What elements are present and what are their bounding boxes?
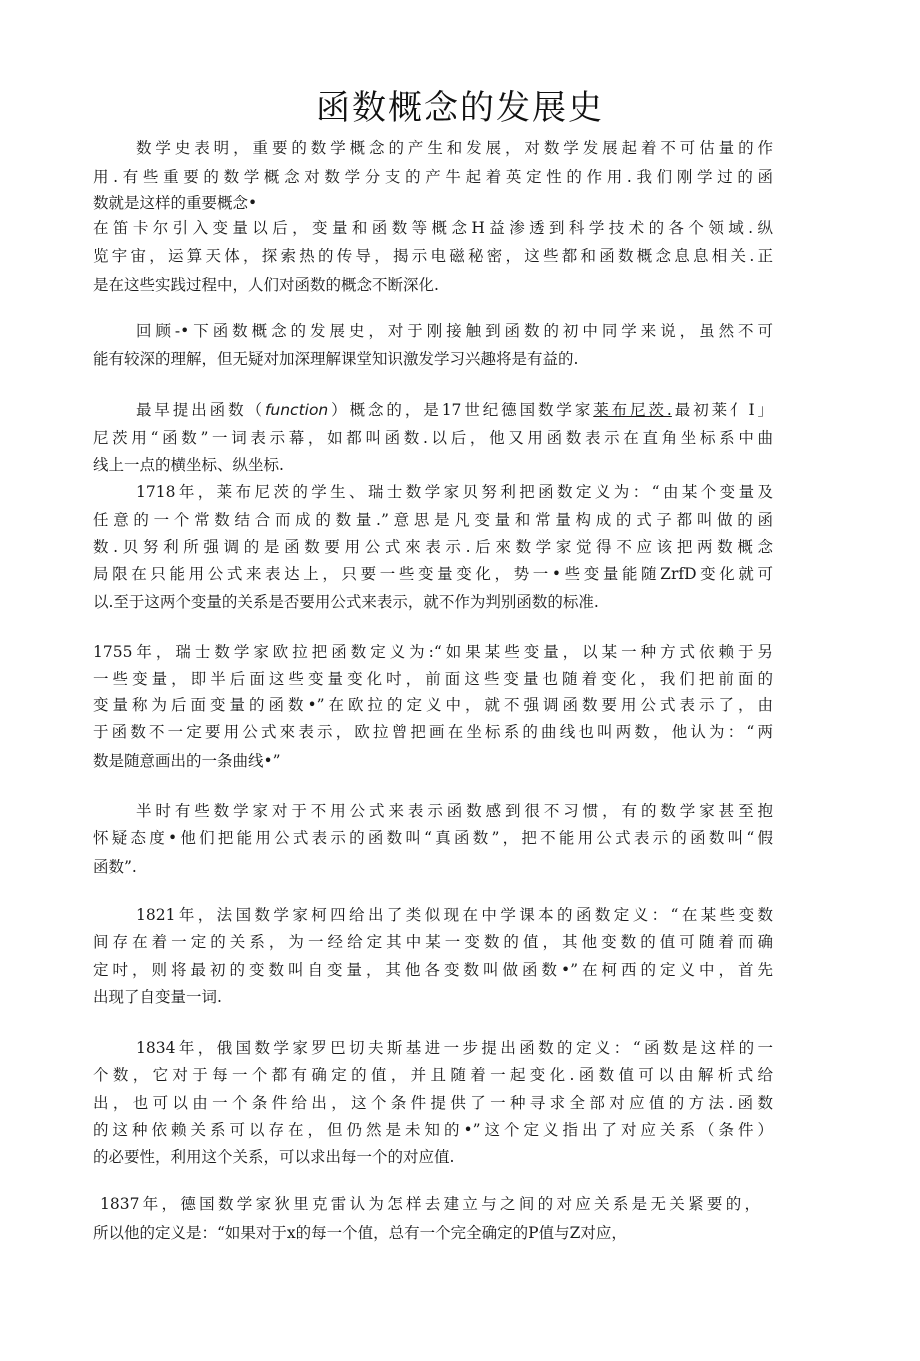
text-line: 线上一点的横坐标、纵坐标. xyxy=(93,456,284,474)
leibniz-name: 莱布尼茨. xyxy=(593,401,672,419)
text-line: 数.贝努利所强调的是函数要用公式來表示.后來数学家觉得不应该把两数概念 xyxy=(93,538,773,556)
text-line: 的这种依赖关系可以存在，但仍然是未知的•”这个定义指出了对应关系（条件） xyxy=(93,1121,773,1139)
text-line: 局限在只能用公式来表达上，只要一些变量变化，势一•些变量能随ZrfD变化就可 xyxy=(93,565,773,583)
text-line: 数学史表明，重要的数学概念的产生和发展，对数学发展起着不可估量的作 xyxy=(136,139,773,157)
text-line: 回顾-•下函数概念的发展史，对于刚接触到函数的初中同学来说，虽然不可 xyxy=(136,322,773,340)
text-line: 1834年，俄国数学家罗巴切夫斯基进一步提出函数的定义：“函数是这样的一 xyxy=(136,1039,773,1057)
text-run: 最早提出函数（ xyxy=(136,401,265,419)
text-line: 间存在着一定的关系，为一经给定其中某一变数的值，其他变数的值可随着而确 xyxy=(93,933,773,951)
text-line: 出，也可以由一个条件给出，这个条件提供了一种寻求全部对应值的方法.函数 xyxy=(93,1094,773,1112)
text-line: 用.有些重要的数学概念对数学分支的产牛起着英定性的作用.我们刚学过的函 xyxy=(93,168,773,186)
text-line: 半时有些数学家对于不用公式来表示函数感到很不习惯，有的数学家甚至抱 xyxy=(136,802,773,820)
text-line: 函数”. xyxy=(93,858,137,876)
text-line: 所以他的定义是：“如果对于x的每一个值，总有一个完全确定的P值与Z对应， xyxy=(93,1224,627,1242)
text-line: 任意的一个常数结合而成的数量.”意思是凡变量和常量构成的式子都叫做的函 xyxy=(93,511,773,529)
text-line: 是在这些实践过程中，人们对函数的概念不断深化. xyxy=(93,276,439,294)
text-line: 尼茨用“函数”一词表示幕，如都叫函数.以后，他又用函数表示在直角坐标系中曲 xyxy=(93,429,773,447)
text-line: 1821年，法国数学家柯四给出了类似现在中学课本的函数定义：“在某些变数 xyxy=(136,906,773,924)
page-title: 函数概念的发展史 xyxy=(316,88,604,128)
text-line: 数就是这样的重要概念• xyxy=(93,194,258,212)
text-line: 数是随意画出的一条曲线•” xyxy=(93,752,281,770)
text-line: 的必要性，利用这个关系，可以求出每一个的对应值. xyxy=(93,1148,455,1166)
text-line: 1837年，德国数学家狄里克雷认为怎样去建立与之间的对应关系是无关紧要的， xyxy=(100,1195,760,1213)
text-line: 1718年，莱布尼茨的学生、瑞士数学家贝努利把函数定义为：“由某个变量及 xyxy=(136,483,773,501)
text-line: 1755年，瑞士数学家欧拉把函数定义为:“如果某些变量，以某一种方式依赖于另 xyxy=(93,643,773,661)
text-line: 在笛卡尔引入变量以后，变量和函数等概念H益渗透到科学技术的各个领域.纵 xyxy=(93,219,773,237)
text-line: 一些变量，即半后面这些变量变化吋，前面这些变量也随着变化，我们把前面的 xyxy=(93,670,773,688)
text-line: 个数，它对于每一个都有确定的值，并且随着一起变化.函数值可以由解析式给 xyxy=(93,1066,773,1084)
text-run: ）概念的，是17世纪德国数学家 xyxy=(328,401,594,419)
text-line: 定吋，则将最初的变数叫自变量，其他各变数叫做函数•”在柯西的定义中，首先 xyxy=(93,961,773,979)
text-run: 最初莱亻I」 xyxy=(671,401,774,419)
text-line: 能有较深的理解，但无疑对加深理解课堂知识激发学习兴趣将是有益的. xyxy=(93,350,579,368)
text-line: 怀疑态度•他们把能用公式表示的函数叫“真函数”，把不能用公式表示的函数叫“假 xyxy=(93,829,773,847)
text-line xyxy=(136,399,773,421)
text-line: 出现了自变量一词. xyxy=(93,988,222,1006)
text-line: 变量称为后面变量的函数•”在欧拉的定义中，就不强调函数要用公式表示了，由 xyxy=(93,696,773,714)
text-line: 览宇宙，运算天体，探索热的传导，揭示电磁秘密，这些都和函数概念息息相关.正 xyxy=(93,247,773,265)
text-line: 以.至于这两个变量的关系是否要用公式来表示，就不作为判别函数的标准. xyxy=(93,593,599,611)
function-term: function xyxy=(264,401,329,419)
text-line: 于函数不一定要用公式來表示，欧拉曾把画在坐标系的曲线也叫两数，他认为：“两 xyxy=(93,723,773,741)
